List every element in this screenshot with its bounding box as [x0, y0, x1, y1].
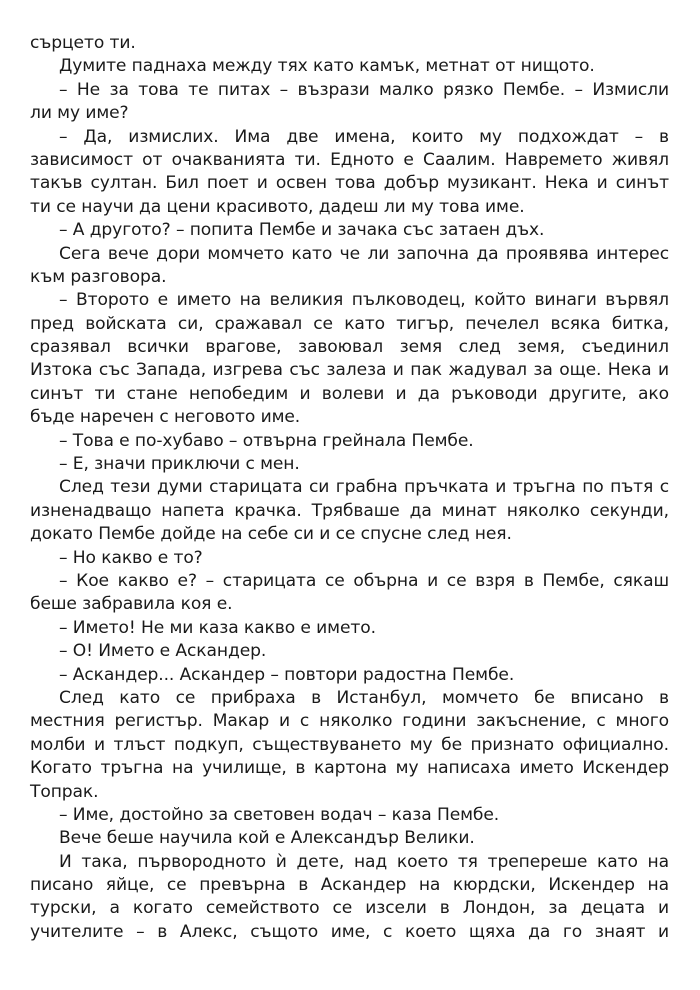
text-line: ли му име? — [30, 103, 129, 124]
text-line: докато Пембе дойде на себе си и се спусне след нея. — [30, 524, 512, 545]
text-line: – Не за това те питах – възрази малко рязко Пембе. – Измисли — [59, 79, 669, 100]
text-line: – О! Името е Аскандер. — [59, 641, 267, 662]
text-line: сразявал всички врагове, завоювал земя след земя, съединил — [30, 337, 669, 358]
text-line: такъв султан. Бил поет и освен това добър музикант. Нека и синът — [30, 173, 669, 194]
text-line: беше забравила коя е. — [30, 594, 233, 615]
text-line: зависимост от очакванията ти. Едното е Саалим. Навремето живял — [30, 149, 669, 170]
text-line: След като се прибраха в Истанбул, момчето бе вписано в — [59, 687, 669, 708]
text-line: учителите – в Алекс, същото име, с което щяха да го знаят и — [30, 921, 669, 942]
text-line: Вече беше научила кой е Александър Велики. — [59, 828, 475, 849]
text-line: – Име, достойно за световен водач – каза Пембе. — [59, 804, 500, 825]
text-line: Изтока със Запада, изгрева със залеза и пак жадувал за още. Нека и — [30, 360, 669, 381]
text-line: турски, а когато семейството се изсели в Лондон, за децата и — [30, 898, 669, 919]
text-line: – Името! Не ми каза какво е името. — [59, 617, 376, 638]
text-line: молби и тлъст подкуп, съществуването му бе признато официално. — [30, 734, 669, 755]
text-line: Топрак. — [30, 781, 99, 802]
text-line: – Кое какво е? – старицата се обърна и се взря в Пембе, сякаш — [59, 570, 669, 591]
text-line: – Аскандер... Аскандер – повтори радостна Пембе. — [59, 664, 515, 685]
text-line: синът ти стане непобедим и волеви и да ръководи другите, ако — [30, 383, 669, 404]
text-line: ти се научи да цени красивото, дадеш ли му това име. — [30, 196, 525, 217]
text-line: След тези думи старицата си грабна пръчката и тръгна по пътя с — [59, 477, 669, 498]
text-line: бъде наречен с неговото име. — [30, 407, 301, 428]
body-text — [30, 32, 669, 944]
text-line: към разговора. — [30, 266, 167, 287]
text-line: – Второто е името на великия пълководец, който винаги вървял — [59, 290, 669, 311]
text-line: изненадващо напета крачка. Трябваше да минат няколко секунди, — [30, 500, 669, 521]
text-line: – Това е по-хубаво – отвърна грейнала Пембе. — [59, 430, 474, 451]
text-line: И така, първородното ѝ дете, над което тя трепереше като на — [59, 851, 669, 872]
text-line: Думите паднаха между тях като камък, метнат от нищото. — [59, 56, 595, 77]
text-line: – Е, значи приключи с мен. — [59, 454, 300, 475]
text-line: – А другото? – попита Пембе и зачака със затаен дъх. — [59, 220, 545, 241]
text-line: сърцето ти. — [30, 33, 136, 53]
text-line: пред войската си, сражавал се като тигър, печелел всяка битка, — [30, 313, 669, 334]
text-line: Сега вече дори момчето като че ли започна да проявява интерес — [59, 243, 669, 264]
text-line: писано яйце, се превърна в Аскандер на кюрдски, Искендер на — [30, 875, 669, 896]
text-line: Когато тръгна на училище, в картона му написаха името Искендер — [30, 758, 669, 779]
text-line: – Но какво е то? — [59, 547, 203, 568]
text-line: местния регистър. Макар и с няколко години закъснение, с много — [30, 711, 669, 732]
text-line: – Да, измислих. Има две имена, които му подхождат – в — [59, 126, 669, 147]
